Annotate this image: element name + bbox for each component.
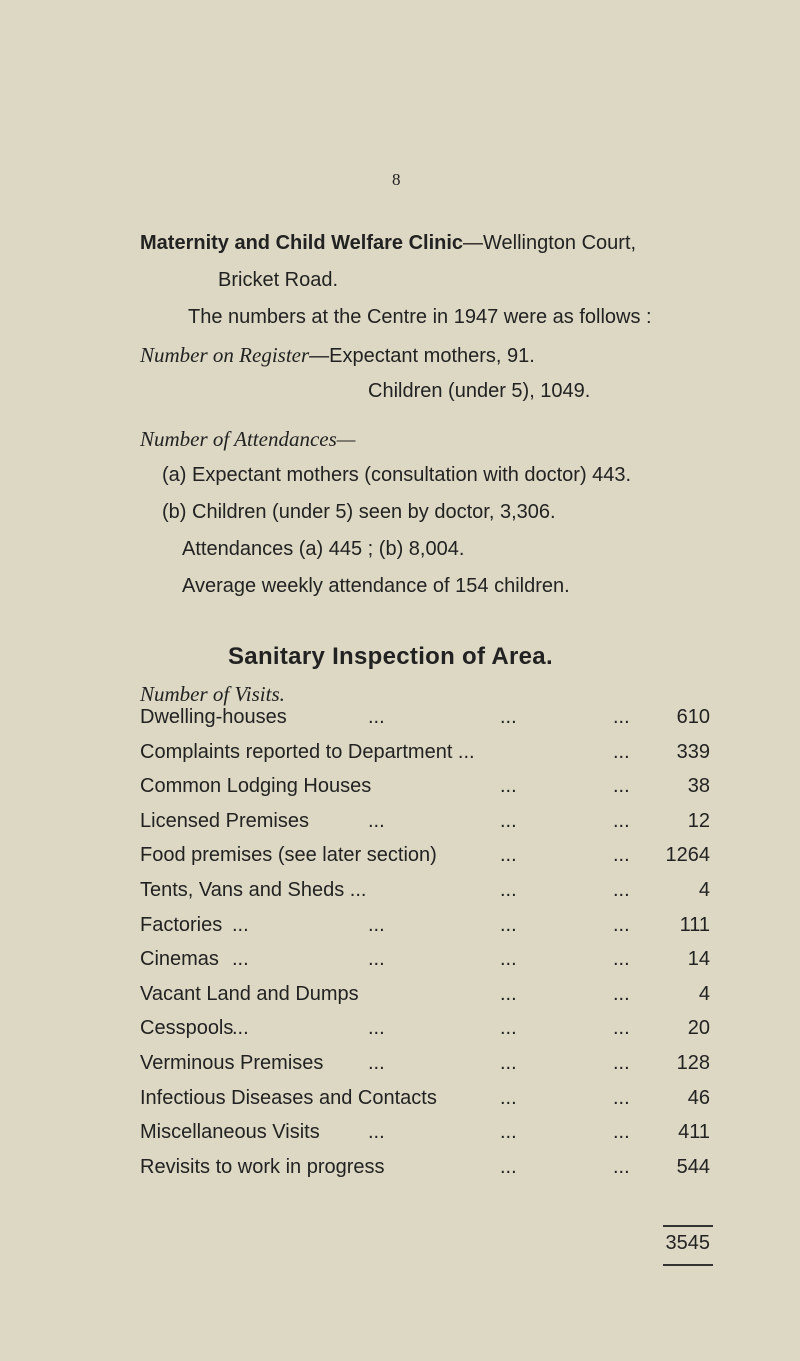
weekly-average: Average weekly attendance of 154 children. [182, 575, 570, 597]
dot-leader: ... [368, 1017, 385, 1040]
table-row [0, 879, 800, 909]
row-value: 544 [676, 1155, 710, 1178]
table-row [0, 948, 800, 978]
row-label: Food premises (see later section) [140, 844, 437, 867]
register-line [140, 343, 535, 368]
dot-leader: ... [368, 948, 385, 971]
row-label: Revisits to work in progress [140, 1155, 385, 1178]
table-row [0, 1052, 800, 1082]
row-label: Cinemas [140, 948, 219, 971]
row-label: Licensed Premises [140, 809, 309, 832]
dot-leader: ... [613, 1155, 630, 1178]
row-value: 4 [698, 982, 710, 1005]
dot-leader: ... [613, 809, 630, 832]
row-label: Miscellaneous Visits [140, 1121, 320, 1144]
attendances-summary: Attendances (a) 445 ; (b) 8,004. [182, 538, 465, 560]
row-value: 38 [687, 775, 710, 798]
row-label: Complaints reported to Department ... [140, 740, 475, 763]
dot-leader: ... [500, 706, 517, 728]
row-label: Dwelling-houses [140, 706, 287, 728]
table-row [0, 775, 800, 805]
dot-leader: ... [613, 879, 630, 901]
row-label: Factories [140, 913, 223, 936]
row-value: 128 [676, 1052, 710, 1074]
table-row [0, 844, 800, 874]
visits-total: 3545 [665, 1232, 710, 1254]
row-value: 610 [676, 706, 710, 728]
dot-leader: ... [613, 1086, 630, 1109]
dot-leader: ... [500, 982, 517, 1005]
attendance-a: (a) Expectant mothers (consultation with doctor) 443. [162, 464, 632, 486]
sanitary-subtitle [140, 682, 285, 707]
row-label: Cesspools [140, 1017, 234, 1040]
register-children: Children (under 5), 1049. [368, 380, 591, 402]
dot-leader: ... [613, 913, 630, 936]
dot-leader: ... [613, 706, 630, 728]
dot-leader: ... [500, 879, 517, 901]
sanitary-subtitle-text: Number of Visits. [140, 682, 285, 706]
dot-leader: ... [500, 1121, 517, 1144]
dot-leader: ... [613, 844, 630, 867]
dot-leader: ... [500, 1155, 517, 1178]
clinic-heading [140, 232, 636, 255]
dot-leader: ... [368, 809, 385, 832]
table-row [0, 741, 800, 771]
page-number: 8 [392, 170, 401, 189]
row-value: 20 [687, 1017, 710, 1040]
dot-leader: ... [500, 948, 517, 971]
row-label: Infectious Diseases and Contacts [140, 1086, 437, 1109]
row-value: 4 [698, 879, 710, 901]
dot-leader: ... [232, 1017, 249, 1040]
dot-leader: ... [500, 775, 517, 798]
total-rule-top [663, 1225, 713, 1227]
table-row [0, 914, 800, 944]
dot-leader: ... [368, 706, 385, 728]
dot-leader: ... [500, 1017, 517, 1040]
dot-leader: ... [613, 982, 630, 1005]
table-row [0, 810, 800, 840]
clinic-heading-rest: —Wellington Court, [463, 232, 637, 254]
row-label: Tents, Vans and Sheds ... [140, 879, 367, 901]
row-value: 14 [687, 948, 710, 971]
dot-leader: ... [613, 948, 630, 971]
dot-leader: ... [613, 1052, 630, 1074]
row-value: 46 [687, 1086, 710, 1109]
table-row [0, 983, 800, 1013]
row-label: Common Lodging Houses [140, 775, 372, 798]
attendance-b: (b) Children (under 5) seen by doctor, 3,306. [162, 501, 556, 523]
dot-leader: ... [368, 913, 385, 936]
table-row [0, 1156, 800, 1186]
table-row [0, 1121, 800, 1151]
table-row [0, 1017, 800, 1047]
row-label: Vacant Land and Dumps [140, 982, 359, 1005]
row-value: 1264 [665, 844, 710, 867]
dot-leader: ... [368, 1052, 385, 1074]
table-row [0, 1087, 800, 1117]
clinic-heading-bold: Maternity and Child Welfare Clinic [140, 232, 464, 254]
dot-leader: ... [232, 913, 249, 936]
dot-leader: ... [613, 740, 630, 763]
dot-leader: ... [232, 948, 249, 971]
sanitary-title: Sanitary Inspection of Area. [228, 643, 553, 670]
dot-leader: ... [500, 1086, 517, 1109]
dot-leader: ... [613, 1121, 630, 1144]
dot-leader: ... [500, 913, 517, 936]
register-label: Number on Register [140, 343, 310, 367]
row-label: Verminous Premises [140, 1052, 324, 1074]
attendances-label [140, 427, 355, 452]
row-value: 339 [676, 740, 710, 763]
row-value: 111 [679, 913, 710, 936]
dot-leader: ... [368, 1121, 385, 1144]
attendances-label-text: Number of Attendances— [140, 427, 356, 451]
dot-leader: ... [500, 1052, 517, 1074]
register-mothers: —Expectant mothers, 91. [309, 345, 535, 367]
clinic-intro: The numbers at the Centre in 1947 were as follows : [188, 306, 652, 328]
clinic-address: Bricket Road. [218, 269, 339, 291]
dot-leader: ... [613, 775, 630, 798]
row-value: 12 [687, 809, 710, 832]
dot-leader: ... [500, 844, 517, 867]
table-row [0, 706, 800, 736]
dot-leader: ... [500, 809, 517, 832]
row-value: 411 [678, 1121, 710, 1144]
dot-leader: ... [613, 1017, 630, 1040]
total-rule-bottom [663, 1264, 713, 1266]
